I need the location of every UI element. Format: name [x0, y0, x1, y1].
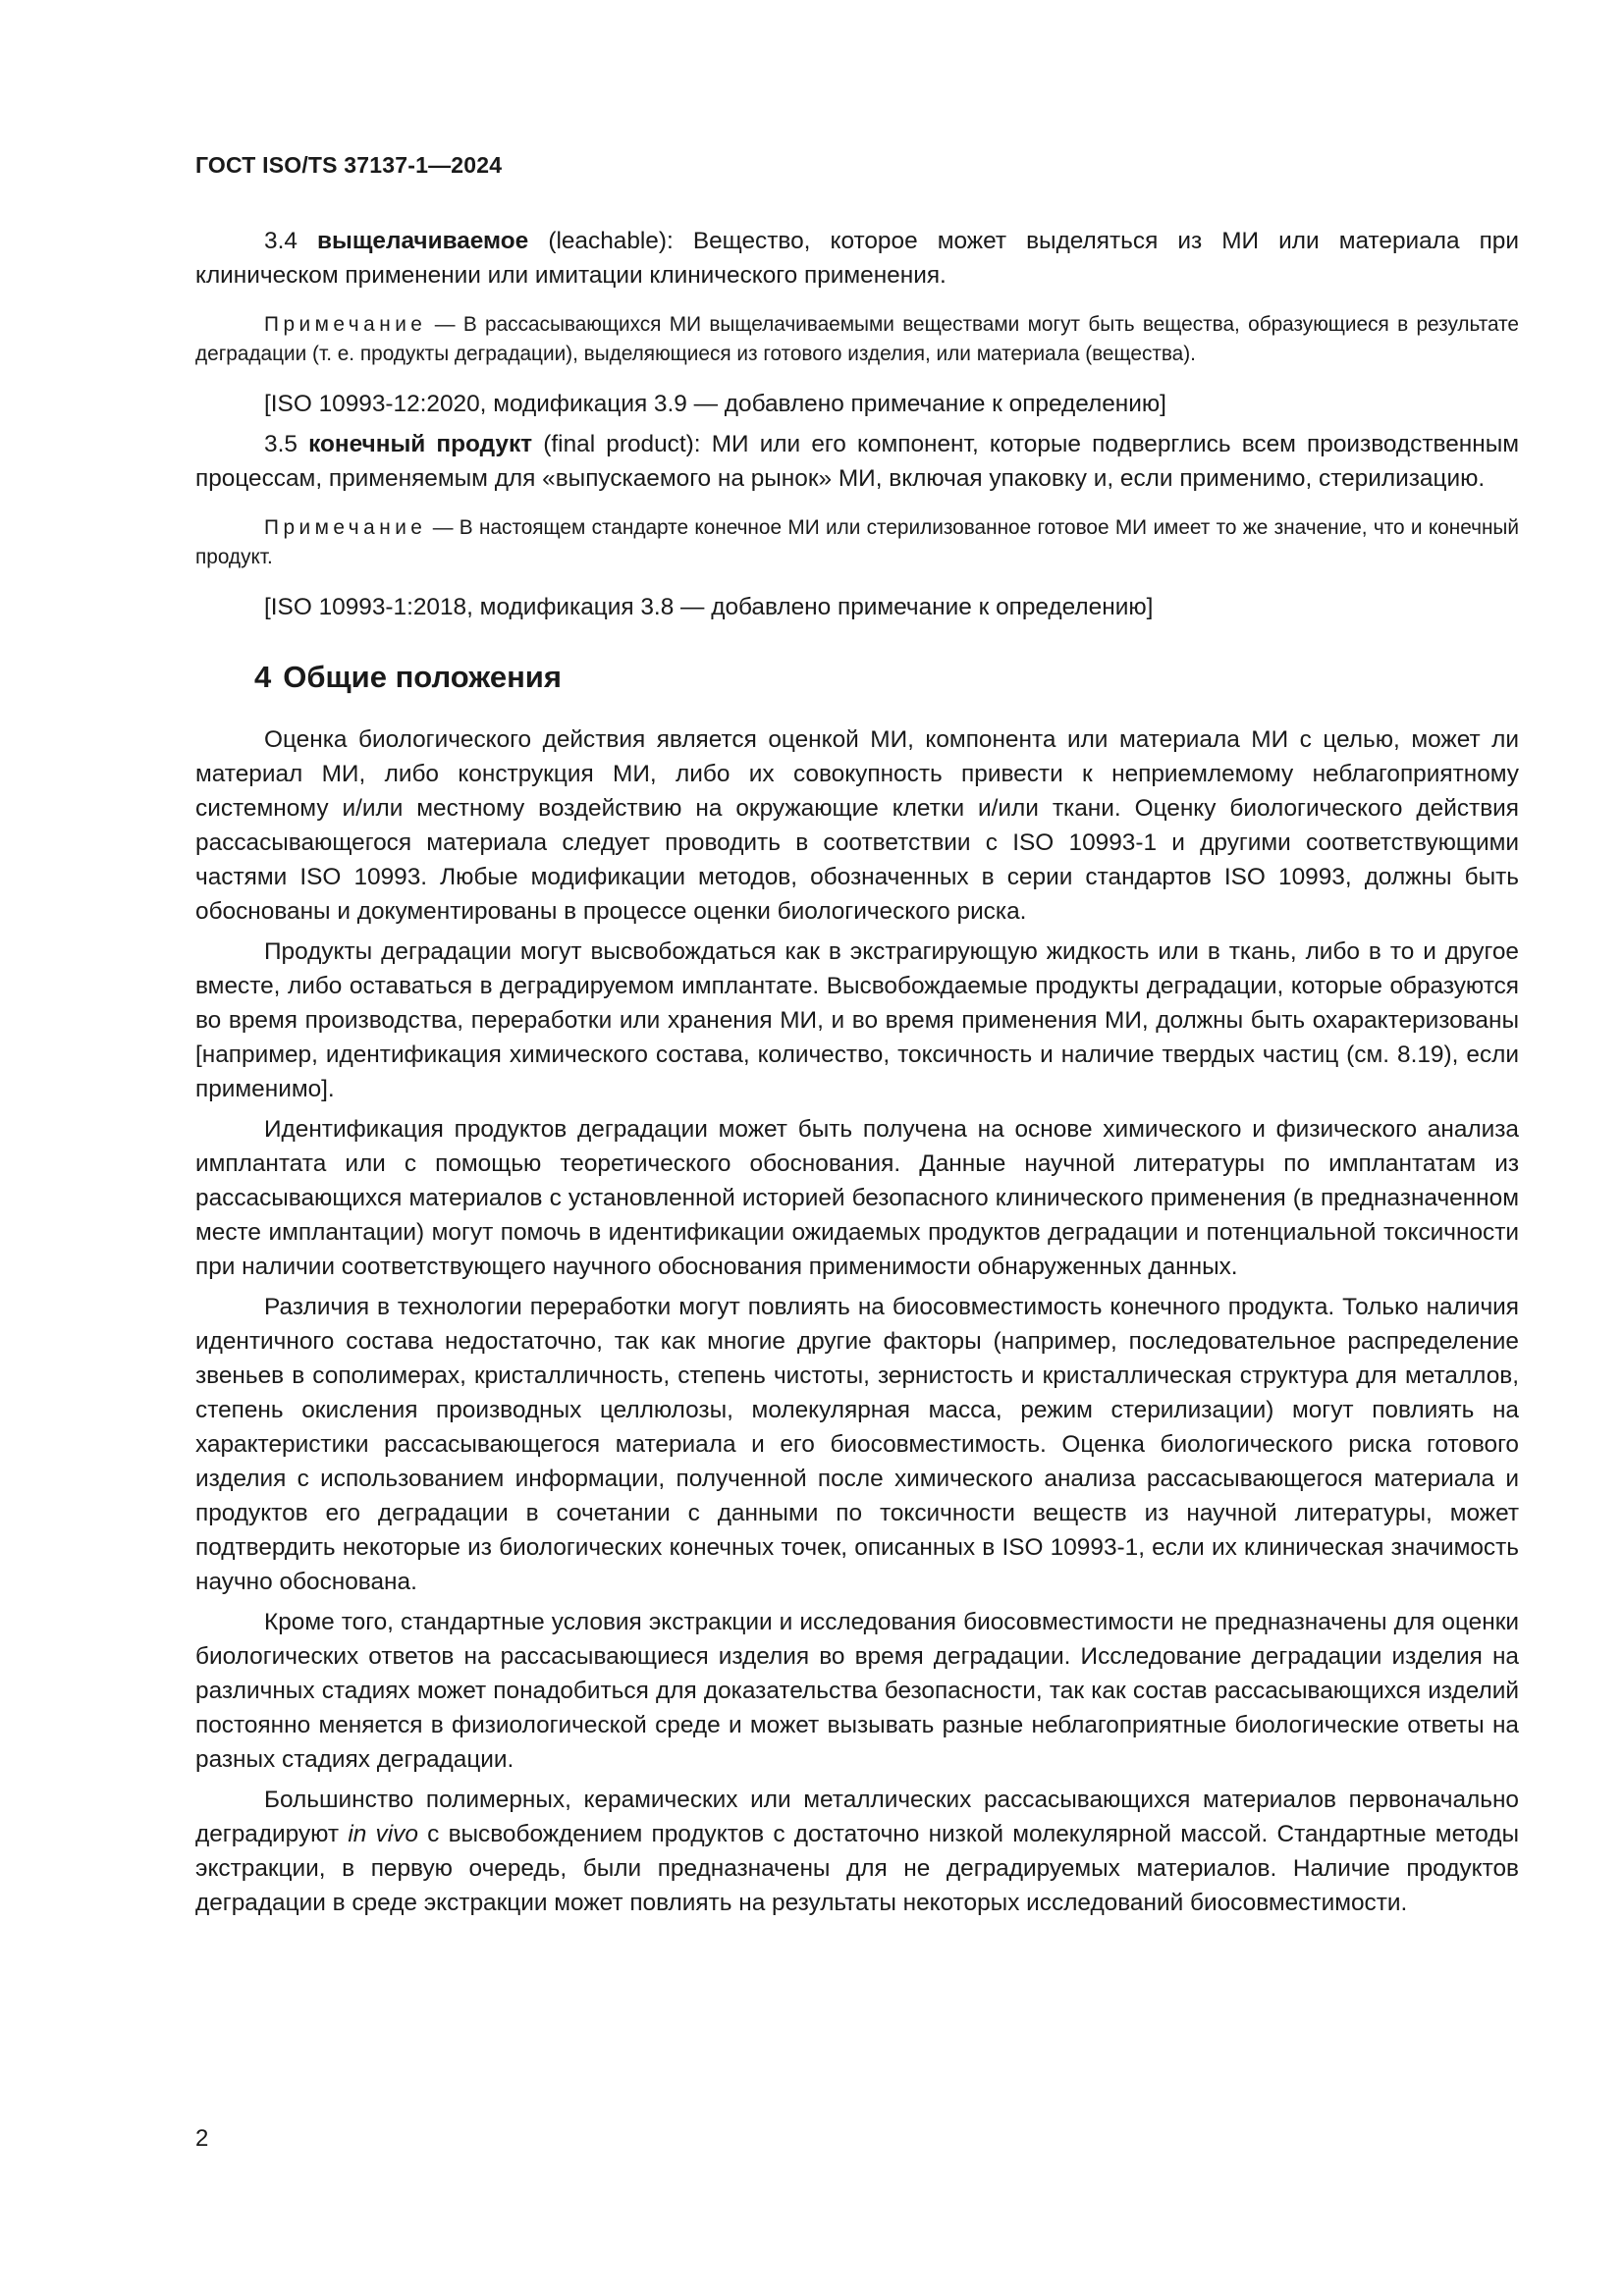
- note-3-5: [195, 513, 1519, 572]
- paragraph-text: Большинство полимерных, керамических или металлических рассасывающихся материалов первоначально деградируют: [195, 1787, 1519, 1847]
- paragraph: [195, 1783, 1519, 1920]
- note-label: Примечание: [264, 516, 427, 539]
- definition-term: выщелачиваемое: [317, 228, 529, 254]
- note-3-4: [195, 310, 1519, 369]
- definition-text: (final product): МИ или его компонент, которые подверглись всем производственным процессам, применяемым для «выпускаемого на рынок» МИ, включая упаковку и, если применимо, стерилизацию.: [195, 431, 1520, 492]
- document-header: ГОСТ ISO/TS 37137-1—2024: [195, 152, 503, 178]
- definition-number: 3.5: [264, 431, 298, 457]
- note-text: — В настоящем стандарте конечное МИ или стерилизованное готовое МИ имеет то же значение, что и конечный продукт.: [195, 516, 1519, 568]
- paragraph: Оценка биологического действия является оценкой МИ, компонента или материала МИ с целью, может ли материал МИ, либо конструкция МИ, либо их совокупность привести к неприемлемому неблагоприятному системному и/или местному воздействию на окружающие клетки и/или ткани. Оценку биологического действия рассасывающегося материала следует проводить в соответствии с ISO 10993-1 и другими соответствующими частями ISO 10993. Любые модификации методов, обозначенных в серии стандартов ISO 10993, должны быть обоснованы и документированы в процессе оценки биологического риска.: [195, 726, 1519, 925]
- section-heading: [195, 658, 1519, 697]
- reference-3-4: [ISO 10993-12:2020, модификация 3.9 — добавлено примечание к определению]: [264, 391, 1166, 417]
- definition-3-5: [195, 427, 1519, 496]
- note-label: Примечание: [264, 313, 427, 336]
- paragraph: Кроме того, стандартные условия экстракции и исследования биосовместимости не предназначены для оценки биологических ответов на рассасывающиеся изделия во время деградации. Исследование деградации изделия на различных стадиях может понадобиться для доказательства безопасности, так как состав рассасывающихся изделий постоянно меняется в физиологической среде и может вызывать разные неблагоприятные биологические ответы на разных стадиях деградации.: [195, 1609, 1519, 1773]
- reference-3-5: [ISO 10993-1:2018, модификация 3.8 — добавлено примечание к определению]: [264, 594, 1154, 620]
- paragraph: Различия в технологии переработки могут повлиять на биосовместимость конечного продукта. Только наличия идентичного состава недостаточно, так как многие другие факторы (например, последовательное распределение звеньев в сополимерах, кристалличность, степень чистоты, зернистость и кристаллическая структура для металлов, степень окисления производных целлюлозы, молекулярная масса, режим стерилизации) могут повлиять на характеристики рассасывающегося материала и его биосовместимость. Оценка биологического риска готового изделия с использованием информации, полученной после химического анализа рассасывающегося материала и продуктов его деградации в сочетании с данными по токсичности веществ из научной литературы, может подтвердить некоторые из биологических конечных точек, описанных в ISO 10993-1, если их клиническая значимость научно обоснована.: [195, 1294, 1519, 1595]
- section-number: 4: [254, 660, 272, 694]
- definition-number: 3.4: [264, 228, 298, 254]
- note-text: — В рассасывающихся МИ выщелачиваемыми веществами могут быть вещества, образующиеся в результате деградации (т. е. продукты деградации), выделяющиеся из готового изделия, или материала (вещества).: [195, 313, 1519, 365]
- paragraph: Продукты деградации могут высвобождаться как в экстрагирующую жидкость или в ткань, либо в то и другое вместе, либо оставаться в деградируемом имплантате. Высвобождаемые продукты деградации, которые образуются во время производства, переработки или хранения МИ, и во время применения МИ, должны быть охарактеризованы [например, идентификация химического состава, количество, токсичность и наличие твердых частиц (см. 8.19), если применимо].: [195, 938, 1519, 1102]
- definition-text: (leachable): Вещество, которое может выделяться из МИ или материала при клиническом применении или имитации клинического применения.: [195, 228, 1519, 289]
- page-number: 2: [195, 2125, 209, 2152]
- paragraph-text: с высвобождением продуктов с достаточно низкой молекулярной массой. Стандартные методы экстракции, в первую очередь, были предназначены для не деградируемых материалов. Наличие продуктов деградации в среде экстракции может повлиять на результаты некоторых исследований биосовместимости.: [195, 1821, 1520, 1916]
- section-title: Общие положения: [283, 660, 562, 694]
- definition-3-4: [195, 224, 1519, 293]
- italic-term: in vivo: [348, 1821, 418, 1847]
- definition-term: конечный продукт: [308, 431, 533, 457]
- page-content: [195, 224, 1519, 1920]
- paragraph: Идентификация продуктов деградации может быть получена на основе химического и физического анализа имплантата или с помощью теоретического обоснования. Данные научной литературы по имплантатам из рассасывающихся материалов с установленной историей безопасного клинического применения (в предназначенном месте имплантации) могут помочь в идентификации ожидаемых продуктов деградации и потенциальной токсичности при наличии соответствующего научного обоснования применимости обнаруженных данных.: [195, 1116, 1519, 1280]
